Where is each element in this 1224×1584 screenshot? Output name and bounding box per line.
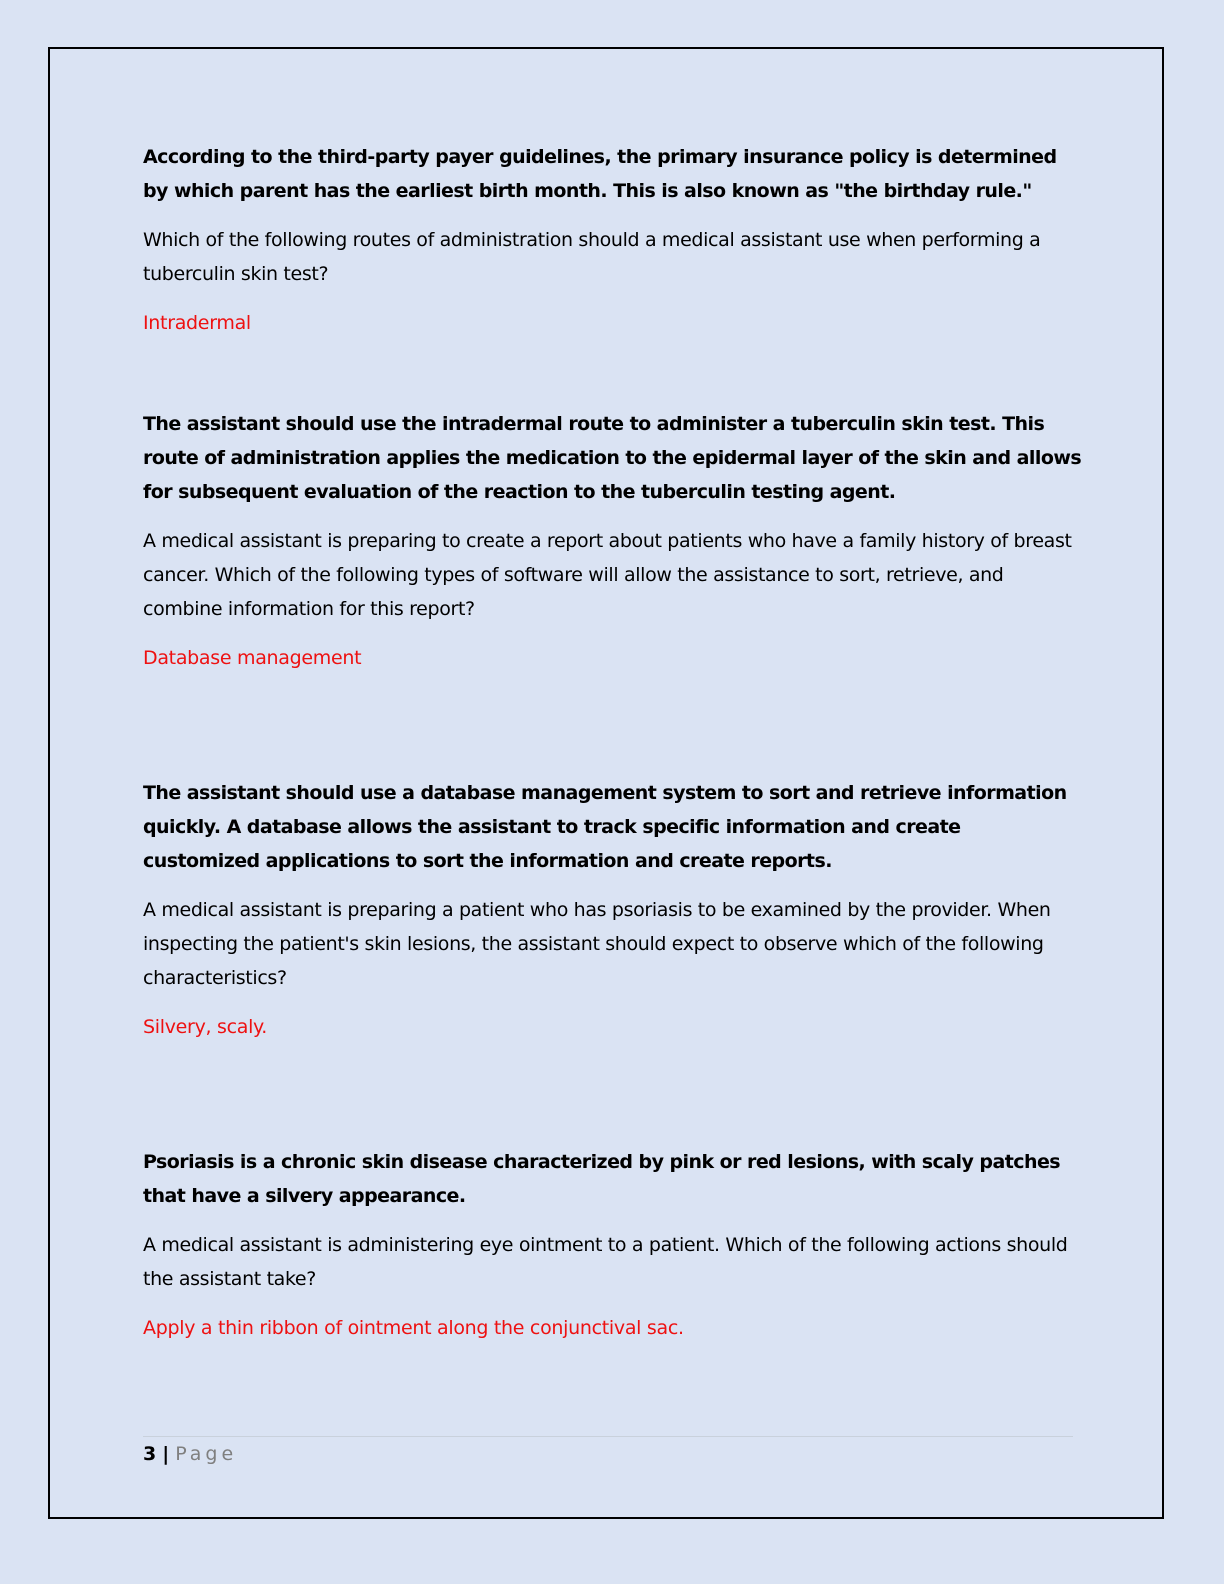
footer-separator: | bbox=[162, 1443, 170, 1465]
page-number: 3 bbox=[143, 1443, 157, 1465]
answer-text: Database management bbox=[143, 647, 362, 669]
page-label: Page bbox=[175, 1443, 238, 1465]
page-footer bbox=[143, 1441, 237, 1467]
question-text: A medical assistant is preparing to create a report about patients who have a family history of breast cancer. Which of the following types of software will allow the assistance to sort, retrieve, and combine information for this report? bbox=[143, 530, 1072, 620]
explanation-text: The assistant should use the intradermal route to administer a tuberculin skin test. This route of administration applies the medication to the epidermal layer of the skin and allows for subsequent evaluation of the reaction to the tuberculin testing agent. bbox=[143, 413, 1082, 503]
explanation-text: Psoriasis is a chronic skin disease characterized by pink or red lesions, with scaly patches that have a silvery appearance. bbox=[143, 1151, 1061, 1207]
answer-text: Intradermal bbox=[143, 312, 251, 334]
explanation-text: According to the third-party payer guidelines, the primary insurance policy is determined by which parent has the earliest birth month. This is also known as "the birthday rule." bbox=[143, 146, 1057, 202]
question-text: A medical assistant is preparing a patient who has psoriasis to be examined by the provider. When inspecting the patient's skin lesions, the assistant should expect to observe which of the following characteristics? bbox=[143, 899, 1051, 989]
answer-text: Silvery, scaly. bbox=[143, 1016, 268, 1038]
answer-text: Apply a thin ribbon of ointment along the conjunctival sac. bbox=[143, 1317, 684, 1339]
page-content bbox=[143, 140, 1083, 1345]
footer-divider bbox=[143, 1436, 1073, 1437]
explanation-text: The assistant should use a database management system to sort and retrieve information quickly. A database allows the assistant to track specific information and create customized applications to sort the information and create reports. bbox=[143, 782, 1067, 872]
question-text: Which of the following routes of administration should a medical assistant use when performing a tuberculin skin test? bbox=[143, 229, 1041, 285]
question-text: A medical assistant is administering eye ointment to a patient. Which of the following actions should the assistant take? bbox=[143, 1234, 1068, 1290]
